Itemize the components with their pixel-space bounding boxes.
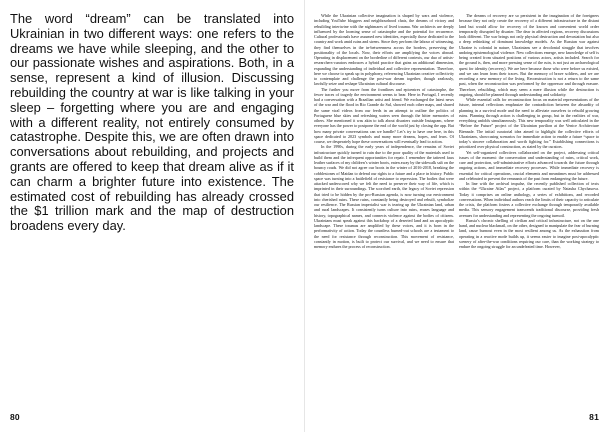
paragraph: In line with the archival impulse, the recently published collection of texts within the “Ukraine Atlas” project, a platform curated by Natasha Chychasova. Today it comprises an online anthology, a series of exhibitions, and recorded conversations. When individual authors reach the limits of their capacity to articulate the crisis, the platform fosters a collective exchange through temporarily available media. This sensory engagement transcends traditional discourse, providing fresh avenues for understanding and representing the ongoing turmoil.: [459, 181, 599, 218]
paragraph: The dreams of recovery are so persistent in the imagination of the foreigners because they not only create the recovery of a different infrastructure in the distant land but would allow for recovery of the known and convenient world order temporarily disrupted by disaster. The dear in affected regions, recovery discussions look different. The war brings not only physical destruction and devastation but also a deep rethinking of dominant knowledge models. As the Russian war against Ukraine is colonial in nature, Ukrainians see a decolonial struggle that involves undoing epistemological violence. New collections emerge, new knowledge of self is being created from situated positions of various actors, artists included. Search for the ground is, then, and more pressing sense of the ruin, is not just an archaeological quest for identity (recovery). We are here because those who were before us existed, and we can learn from their traces. But the memory of brave soldiers, and we are recording a new memory of the living. Reconstruction is not a return to the same past, when the reconstruction was performed by the oppressor and through erasure. Therefore, rebuilding, which may seem a mere illusion while the destruction is ongoing, should be planned through understanding and solidarity.: [459, 13, 599, 97]
right-page: [305, 0, 609, 432]
pull-quote: The word “dream” can be translated into Ukrainian in two different ways: one refers to the dreams we have while sleeping, and the other to our passionate wishes and aspirations. Both, in a sense, represent a kind of illusion. Discussing rebuilding the country at war is like talking in your sleep – forgetting where you are and engaging with a different reality, not entirely consumed by catastrophe. Despite this, we are often drawn into conversations about rebuilding, and projects and grants are offered to keep that dream alive as if it can charm a brighter future into existence. The estimated cost of rebuilding has already crossed the $1 trillion mark and the map of destruction broadens every day.: [10, 11, 294, 234]
paragraph: Yet self-organized collectives collaborated on the project, addressing critical issues of the moment: the conservation and understanding of ruins, critical work, care and protection, self-administrative efforts advanced towards the future through ongoing actions, and immediate recovery processes. While immediate recovery is essential for critical operations, crucial elements and meantimes must be addressed and celebrated to prevent the remnants of the past from endangering the future.: [459, 149, 599, 181]
page-number-left: 80: [10, 412, 20, 422]
text-column-2: [459, 13, 599, 405]
left-page: [0, 0, 304, 432]
paragraph: While essential calls for reconstruction focus on material representations of the future, internal reflections emphasize the contradiction between the absurdity of planning in a survival mode and the need to alleviate ourselves to rebuild growing ruins. Planning through action is challenging in group, but in the realities of war, everything unfolds simultaneously. This new temporality was well articulated in the “Before the Future” project of the Ukrainian pavilion at the Venice Architecture Biennale. The initial curatorial idea aimed to highlight the collective efforts of Ukrainians, showcasing scenarios for immediate action to enable a future “space to today’s sincere collaboration and worth fighting for.” Establishing connections is prioritized over physical construction, as stated by the curators.: [459, 97, 599, 150]
paragraph: Russia’s chronic shelling of civilian and critical infrastructure, not on the one hand, and nuclear blackmail, on the other, designed to manipulate the fear of burning land, cause burnout even in the most resilient among us. As the exhaustion from operating in a reactive mode builds up, it seems easier to imagine post-apocalyptic scenery of after-the-war conditions requiring our care, than the working strategy to endure the ongoing struggle for an undefeated time. However,: [459, 217, 599, 249]
paragraph: While the Ukrainian collective imagination is shaped by wars and violence, including YouTube bloggers and neighbourhood chats, the dreams of victory and rebuilding intertwine with the nightmares of lived trauma. War architects are deeply influenced by the looming sense of catastrophe and the potential for recurrence. Cultural professionals have assumed new identities, especially those dedicated to the country and work amid ruins and sirens. Since they perform the labour of witnessing, they find themselves in the in-betweenness across the borders, preserving the positionality of the locals. Now, their efforts are amplifying the voices abroad. Operating in displacement on the borderline of different contexts, our duo of artists-researchers-curators embraces a hybrid practice that gains an additional dimension, expanding the understanding of individual and collective representation. Therefore, here we choose to speak up in polyphony, referencing Ukrainian creative collectivity to contemplate and challenge the post-war dream together, though zealously, lawfully seize and reshape Ukrainian cultural discourse.: [314, 13, 454, 87]
page-number-right: 81: [589, 412, 599, 422]
paragraph: In the 1990s, during the early years of independence, the remains of Soviet infrastructure quickly turned to ruin due to the poor quality of the materials used to build them and the infrequent opportunities for repair. I remember the tattered faux leather surfaces of my children’s winter boots, eaten away by the sidewalk salt on the bouncy roads. We did not agree our boots in the winter of 2016-2018, breaking the cobblestones of Maidan to defend our rights to a future and a place in history. Public space was turning into a battlefield of resistance to repression. The bodies that were attacked underscored why we felt the need to preserve their way of life, which is imprinted in their surroundings. The scorched earth, the legacy of Soviet repression that tried to be hidden by the pro-Russian agenda, is now turning our environment into cherished ruins. These ruins, constantly being destroyed and rebuilt, symbolize our resilience. The Russian imperialist war is tearing up the Ukrainian land, urban and rural landscapes. It consistently turns culture into ruins, erases language and history, topographical names, and connects violence against the bodies of citizens. Ukrainians must speak against this backdrop of a deserted land and an apocalyptic landscape. These traumas are amplified by these voices, and it is born in the performativity of action. Today the countless burned-out schools are a testament to the need for resistance through reconstruction. This movement of resistance, constantly in motion, is built to protect our survival, and we need to ensure that memory endures the process of reconstruction.: [314, 144, 454, 249]
paragraph: The further you move from the frontlines and epicentres of catastrophe, the fewer traces of tragedy the environment seems to bear. Here in Portugal, I recently had a conversation with a Brazilian artist and friend. We exchanged the latest news of the war and the flood in Rio Grande do Sul, showed each other maps, and shared the same viral videos from our feeds in an attempt to outline the politics of Portuguese blue skies and refreshing waters seen through the bitter memories of others. She mentioned it was akin to talk about disasters outside Instagram, where everyone has the power to postpone the end of the world just by closing the app. But how many private conversations can we handle? Let’s try to have one here, in this space dedicated to 2023 symbols and many more dreams, hopes, and fears. Of course, we desperately hope these conversations will eventually lead to action.: [314, 86, 454, 144]
text-column-1: [314, 13, 454, 405]
